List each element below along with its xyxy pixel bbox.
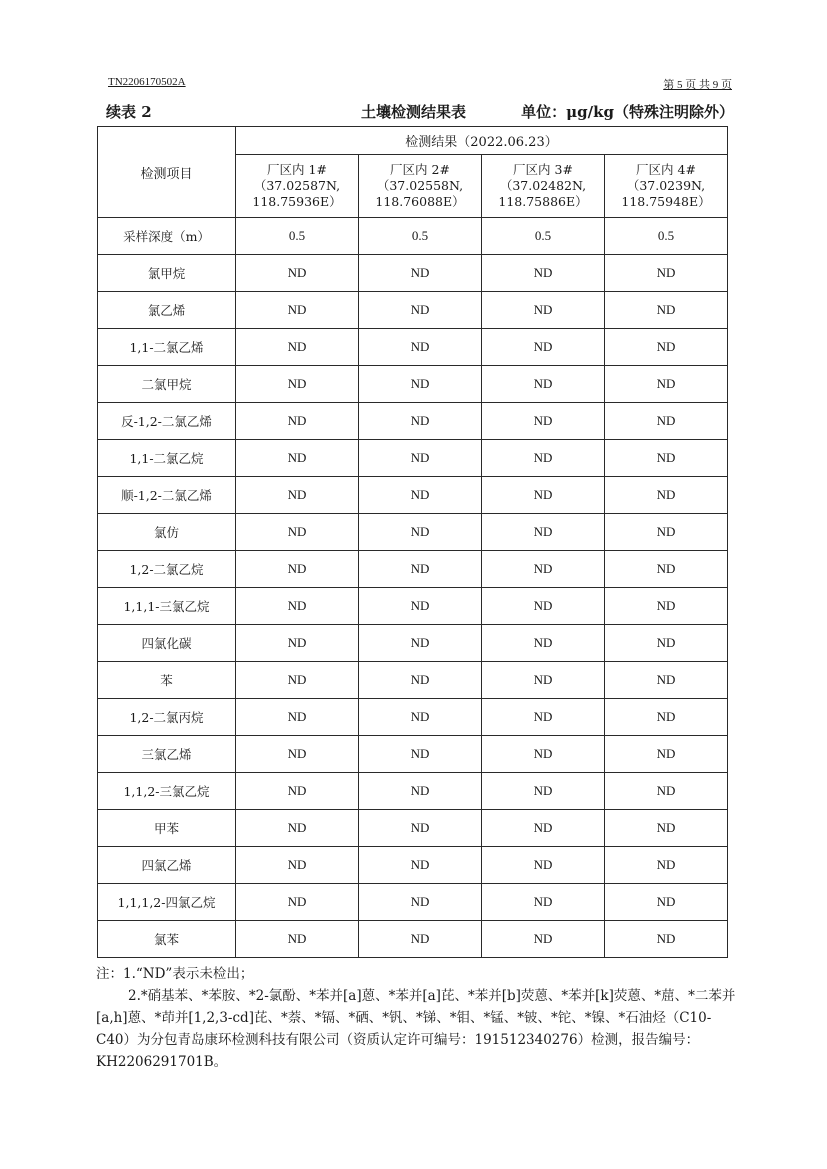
item-name: 1,1-二氯乙烯	[98, 329, 236, 366]
item-name: 反-1,2-二氯乙烯	[98, 403, 236, 440]
item-name: 三氯乙烯	[98, 736, 236, 773]
site-name: 厂区内 3#	[513, 162, 573, 177]
site-header	[236, 155, 359, 218]
page-header	[108, 76, 732, 92]
results-table	[97, 126, 728, 958]
table-row	[98, 773, 728, 810]
result-cell: ND	[236, 477, 359, 514]
result-cell: ND	[482, 810, 605, 847]
footnotes	[96, 963, 736, 1073]
result-cell: ND	[236, 699, 359, 736]
item-header: 检测项目	[98, 127, 236, 218]
result-cell: ND	[236, 662, 359, 699]
result-cell: ND	[482, 514, 605, 551]
result-cell: ND	[482, 292, 605, 329]
report-id: TN2206170502A	[108, 76, 186, 88]
result-cell: ND	[605, 921, 728, 958]
result-cell: ND	[236, 625, 359, 662]
site-lat: （37.02558N,	[376, 178, 464, 193]
site-lat: （37.02587N,	[253, 178, 341, 193]
result-cell: ND	[236, 921, 359, 958]
result-cell: ND	[605, 551, 728, 588]
table-row	[98, 366, 728, 403]
site-lon: 118.75886E）	[498, 194, 588, 209]
result-cell: ND	[605, 736, 728, 773]
result-cell: ND	[605, 440, 728, 477]
item-name: 1,2-二氯丙烷	[98, 699, 236, 736]
table-row	[98, 218, 728, 255]
result-cell: ND	[482, 551, 605, 588]
result-cell: ND	[605, 514, 728, 551]
page-number: 第 5 页 共 9 页	[663, 79, 732, 91]
result-cell: ND	[482, 773, 605, 810]
result-cell: ND	[605, 477, 728, 514]
result-cell: ND	[482, 884, 605, 921]
footnote-1: 注：1.“ND”表示未检出；	[96, 966, 254, 982]
footnote-2: 2.*硝基苯、*苯胺、*2-氯酚、*苯并[a]蒽、*苯并[a]芘、*苯并[b]荧蒽、*苯并[k]荧蒽、*䓛、*二苯并[a,h]蒽、*茚并[1,2,3-cd]芘、*萘、*镉、*硒、*钒、*锑、*钼、*锰、*铍、*铊、*镍、*石油烃（C10-C40）为分包青岛康环检测科技有限公司（资质认定许可编号：191512340276）检测，报告编号：KH2206291701B。	[96, 988, 736, 1070]
result-cell: ND	[482, 847, 605, 884]
item-name: 1,2-二氯乙烷	[98, 551, 236, 588]
item-name: 1,1,1,2-四氯乙烷	[98, 884, 236, 921]
result-cell: ND	[359, 736, 482, 773]
item-name: 四氯化碳	[98, 625, 236, 662]
table-row	[98, 921, 728, 958]
table-row	[98, 588, 728, 625]
item-name: 苯	[98, 662, 236, 699]
result-cell: ND	[359, 477, 482, 514]
item-name: 1,1,2-三氯乙烷	[98, 773, 236, 810]
site-header	[482, 155, 605, 218]
result-cell: ND	[236, 440, 359, 477]
result-cell: ND	[605, 329, 728, 366]
result-cell: ND	[482, 366, 605, 403]
result-cell: ND	[482, 403, 605, 440]
result-cell: ND	[605, 810, 728, 847]
item-name: 甲苯	[98, 810, 236, 847]
result-cell: ND	[359, 440, 482, 477]
site-lat: （37.02482N,	[499, 178, 587, 193]
result-cell: ND	[236, 514, 359, 551]
result-cell: ND	[605, 255, 728, 292]
table-row	[98, 662, 728, 699]
item-name: 氯仿	[98, 514, 236, 551]
item-name: 1,1-二氯乙烷	[98, 440, 236, 477]
table-row	[98, 514, 728, 551]
result-cell: ND	[359, 403, 482, 440]
result-cell: 0.5	[236, 218, 359, 255]
site-name: 厂区内 2#	[390, 162, 450, 177]
result-cell: ND	[359, 921, 482, 958]
result-cell: ND	[605, 699, 728, 736]
result-cell: ND	[236, 736, 359, 773]
site-lat: （37.0239N,	[626, 178, 706, 193]
table-row	[98, 884, 728, 921]
result-cell: ND	[236, 810, 359, 847]
result-cell: ND	[605, 884, 728, 921]
item-name: 二氯甲烷	[98, 366, 236, 403]
result-cell: ND	[482, 440, 605, 477]
result-cell: 0.5	[482, 218, 605, 255]
result-cell: ND	[359, 884, 482, 921]
result-cell: ND	[482, 736, 605, 773]
result-cell: ND	[359, 255, 482, 292]
table-row	[98, 736, 728, 773]
site-lon: 118.75936E）	[252, 194, 342, 209]
result-cell: ND	[359, 329, 482, 366]
result-cell: ND	[482, 662, 605, 699]
result-cell: ND	[359, 551, 482, 588]
item-name: 氯甲烷	[98, 255, 236, 292]
result-cell: ND	[605, 847, 728, 884]
result-cell: ND	[605, 292, 728, 329]
result-cell: ND	[359, 292, 482, 329]
result-cell: ND	[359, 699, 482, 736]
result-cell: ND	[359, 810, 482, 847]
result-cell: 0.5	[359, 218, 482, 255]
result-cell: ND	[482, 329, 605, 366]
result-header: 检测结果（2022.06.23）	[236, 127, 728, 155]
table-row	[98, 625, 728, 662]
item-name: 采样深度（m）	[98, 218, 236, 255]
result-cell: ND	[605, 625, 728, 662]
result-cell: ND	[236, 329, 359, 366]
site-header	[359, 155, 482, 218]
result-cell: ND	[605, 366, 728, 403]
site-name: 厂区内 1#	[267, 162, 327, 177]
table-row	[98, 699, 728, 736]
result-cell: ND	[482, 921, 605, 958]
table-caption	[106, 101, 734, 123]
result-cell: ND	[359, 773, 482, 810]
table-row	[98, 292, 728, 329]
continued-label: 续表 2	[106, 103, 152, 121]
result-cell: ND	[359, 588, 482, 625]
table-title: 土壤检测结果表	[361, 103, 467, 121]
result-cell: ND	[605, 403, 728, 440]
table-row	[98, 551, 728, 588]
result-cell: ND	[482, 477, 605, 514]
results-body	[98, 218, 728, 958]
site-lon: 118.76088E）	[375, 194, 465, 209]
item-name: 氯乙烯	[98, 292, 236, 329]
item-name: 四氯乙烯	[98, 847, 236, 884]
item-name: 1,1,1-三氯乙烷	[98, 588, 236, 625]
result-cell: ND	[236, 403, 359, 440]
result-cell: ND	[605, 588, 728, 625]
result-cell: ND	[482, 588, 605, 625]
result-cell: ND	[236, 588, 359, 625]
result-cell: ND	[236, 884, 359, 921]
item-name: 顺-1,2-二氯乙烯	[98, 477, 236, 514]
table-row	[98, 477, 728, 514]
unit-label: 单位：μg/kg（特殊注明除外）	[521, 103, 734, 121]
result-cell: ND	[236, 366, 359, 403]
result-cell: ND	[605, 662, 728, 699]
result-cell: ND	[359, 514, 482, 551]
table-row	[98, 810, 728, 847]
item-name: 氯苯	[98, 921, 236, 958]
result-cell: ND	[605, 773, 728, 810]
result-cell: ND	[236, 773, 359, 810]
result-cell: ND	[482, 699, 605, 736]
result-cell: 0.5	[605, 218, 728, 255]
table-row	[98, 255, 728, 292]
site-name: 厂区内 4#	[636, 162, 696, 177]
table-row	[98, 847, 728, 884]
result-cell: ND	[482, 625, 605, 662]
result-cell: ND	[359, 625, 482, 662]
table-row	[98, 329, 728, 366]
result-cell: ND	[482, 255, 605, 292]
site-header	[605, 155, 728, 218]
site-lon: 118.75948E）	[621, 194, 711, 209]
table-row	[98, 440, 728, 477]
table-row	[98, 403, 728, 440]
result-cell: ND	[359, 847, 482, 884]
result-cell: ND	[236, 292, 359, 329]
result-cell: ND	[359, 662, 482, 699]
result-cell: ND	[236, 551, 359, 588]
result-cell: ND	[359, 366, 482, 403]
result-cell: ND	[236, 255, 359, 292]
result-cell: ND	[236, 847, 359, 884]
